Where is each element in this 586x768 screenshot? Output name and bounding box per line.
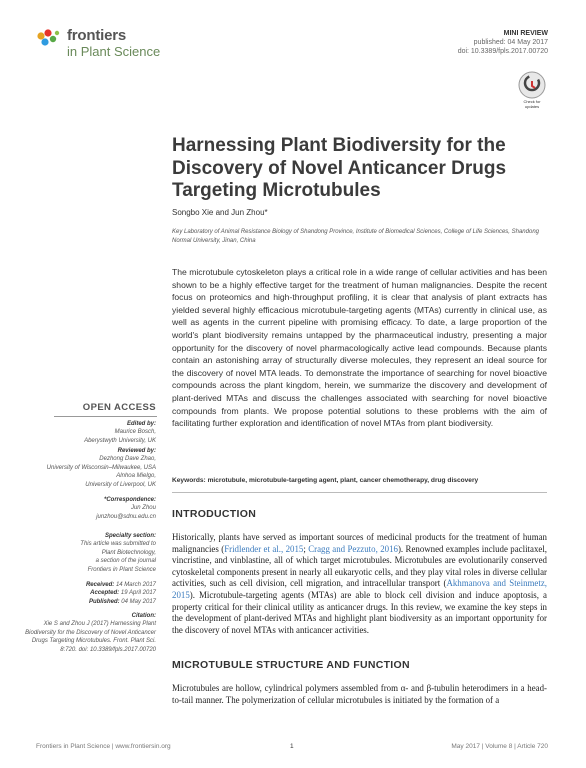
correspondence-label: *Correspondence: [103, 497, 156, 503]
reviewer-name: Dezhong Dave Zhao, [99, 456, 156, 463]
specialty-text: This article was submitted to [80, 541, 156, 548]
keywords-label: Keywords: [172, 477, 206, 484]
section-heading-microtubule: MICROTUBULE STRUCTURE AND FUNCTION [172, 659, 410, 671]
dates-block [16, 581, 156, 606]
sidebar-divider [54, 416, 157, 417]
accepted-label: Accepted: [90, 590, 120, 597]
page-number: 1 [290, 743, 294, 750]
citation-link[interactable]: Cragg and Pezzuto, 2016 [308, 543, 398, 554]
published-date: published: 04 May 2017 [473, 39, 548, 46]
correspondence-email[interactable]: junzhou@sdnu.edu.cn [96, 513, 156, 520]
editor-name: Maurice Bosch, [114, 429, 156, 436]
reviewer-name: Alnhoa Mielgo, [116, 473, 156, 480]
introduction-text [172, 532, 547, 636]
specialty-text: a section of the journal [95, 558, 156, 565]
intro-text-2: ; [303, 543, 309, 554]
authors[interactable]: Songbo Xie and Jun Zhou* [172, 208, 268, 217]
doi[interactable]: doi: 10.3389/fpls.2017.00720 [457, 48, 548, 55]
section-heading-introduction: INTRODUCTION [172, 508, 257, 520]
abstract: The microtubule cytoskeleton plays a critical role in a wide range of cellular activities and has been shown to be a highly effective target for the treatment of human malignancies. Despite the recent focus on proteomics and high-throughput profiling, it is clear that analysis of plant extracts has yielded several highly efficacious microtubule-targeting agents (MTAs) currently in clinical use, as well as agents in the current pipeline with promising efficacy. To date, a large proportion of the world's plant biodiversity remains untapped by the pharmaceutical industry, presenting a major opportunity for the discovery of novel pharmacologically active lead compounds. Because plants contain an astonishing array of structurally diverse molecules, they represent an ideal source for the discovery of novel MTA leads. To demonstrate the importance of searching for novel bioactive compounds across the plant kingdom, herein, we summarize the discovery and development of plant-derived MTAs and discuss the challenges associated with searching for novel bioactive compounds from plants. We propose potential solutions to these problems with the aim of facilitating further exploration and identification of novel MTAs from plant biodiversity. [172, 267, 547, 429]
footer-journal[interactable]: Frontiers in Plant Science | www.frontiersin.org [36, 743, 171, 750]
received-label: Received: [85, 582, 115, 588]
article-meta [458, 29, 548, 56]
divider [172, 492, 547, 493]
reviewers-block [16, 447, 156, 489]
footer-volume: May 2017 | Volume 8 | Article 720 [451, 743, 548, 750]
check-for-updates-icon[interactable] [517, 70, 547, 100]
microtubule-text: Microtubules are hollow, cylindrical polymers assembled from α- and β-tubulin heterodimers in a head-to-tail manner. The polymerization of cellular microtubules is initiated by the formation of a [172, 683, 547, 705]
received-date [16, 581, 156, 589]
citation-link[interactable]: Fridlender et al., 2015 [224, 543, 304, 554]
published-value: 04 May 2017 [121, 598, 156, 605]
edited-by-label: Edited by: [126, 421, 156, 427]
accepted-value: 19 April 2017 [120, 590, 156, 597]
intro-text-3: ). Renowned examples include paclitaxel, vincristine, and vinblastine, all of which target microtubules. Microtubules are evolutionarily conserved cytoskeletal components present in nearly all eukaryotic cells, and they play vital roles in diverse cellular activities, such as cell division, cell migration, and intracellular transport ( [172, 543, 548, 589]
frontiers-logo-icon [36, 29, 62, 49]
citation-link[interactable]: Akhmanova and Steinmetz, 2015 [172, 578, 547, 600]
reviewed-by-label: Reviewed by: [117, 448, 156, 454]
intro-text-4: ). Microtubule-targeting agents (MTAs) are able to block cell division and induce apoptosis, a property critical for their clinical utility as anticancer drugs. In this review, we examine the key steps in the development of plant-derived MTAs and highlight plant biodiversity as an important opportunity for the discovery of novel MTAs with anticancer activities. [172, 589, 547, 635]
accepted-date [16, 589, 156, 597]
specialty-label: Specialty section: [104, 533, 156, 539]
citation-label: Citation: [131, 613, 156, 619]
article-type: MINI REVIEW [503, 30, 548, 37]
journal-name[interactable]: in Plant Science [67, 44, 161, 59]
citation-text: Xie S and Zhou J (2017) Harnessing Plant Biodiversity for the Discovery of Novel Anticancer Drugs Targeting Microtubules. Front. Plant Sci. 8:720. doi: 10.3389/fpls.2017.00720 [25, 621, 156, 653]
correspondence-block [16, 496, 156, 521]
editor-affiliation: Aberystwyth University, UK [84, 437, 156, 444]
correspondence-name: Jun Zhou [130, 505, 156, 512]
keywords [172, 477, 547, 484]
specialty-text: Frontiers in Plant Science [87, 566, 156, 573]
open-access-label: OPEN ACCESS [82, 402, 156, 413]
intro-text-1: Historically, plants have served as important sources of medicinal products for the treatment of human malignancies ( [172, 532, 547, 554]
check-for-updates-label[interactable]: Check for updates [523, 99, 541, 109]
specialty-text: Plant Biotechnology, [101, 549, 156, 556]
article-title: Harnessing Plant Biodiversity for the Discovery of Novel Anticancer Drugs Targeting Microtubules [172, 135, 507, 201]
specialty-block [16, 532, 156, 574]
affiliation: Key Laboratory of Animal Resistance Biology of Shandong Province, Institute of Biomedical Sciences, College of Life Sciences, Shandong Normal University, Jinan, China [172, 229, 539, 244]
received-value: 14 March 2017 [115, 582, 156, 588]
published-label: Published: [88, 598, 120, 605]
reviewer-affiliation: University of Liverpool, UK [85, 481, 156, 488]
citation-block [16, 612, 156, 654]
editor-block [16, 420, 156, 445]
keywords-text: microtubule, microtubule-targeting agent, plant, cancer chemotherapy, drug discovery [207, 477, 479, 484]
reviewer-affiliation: University of Wisconsin–Milwaukee, USA [46, 464, 156, 471]
published-date-side [16, 598, 156, 606]
brand-name[interactable]: frontiers [67, 27, 127, 44]
